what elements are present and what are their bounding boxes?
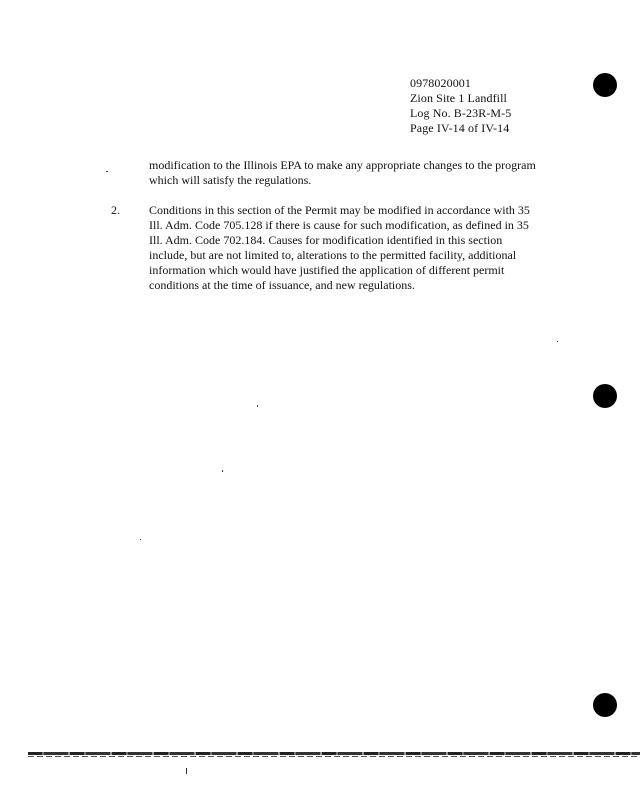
paragraph-line: Conditions in this section of the Permit may be modified in accordance with 35 <box>149 203 530 217</box>
paragraph-line: Ill. Adm. Code 702.184. Causes for modification identified in this section <box>149 233 503 247</box>
paragraph-line: which will satisfy the regulations. <box>149 173 312 187</box>
scan-speck <box>222 470 223 472</box>
document-number: 0978020001 <box>410 76 471 90</box>
paragraph-line: modification to the Illinois EPA to make any appropriate changes to the program <box>149 158 536 172</box>
scan-speck <box>140 539 141 540</box>
log-number: Log No. B-23R-M-5 <box>410 106 512 120</box>
item-number: 2. <box>111 203 120 217</box>
paragraph-line: include, but are not limited to, alterations to the permitted facility, additional <box>149 248 517 262</box>
paragraph-line: Ill. Adm. Code 705.128 if there is cause for such modification, as defined in 35 <box>149 218 529 232</box>
paragraph-line: information which would have justified the application of different permit <box>149 263 505 277</box>
site-name: Zion Site 1 Landfill <box>410 91 507 105</box>
item-2-paragraph <box>149 203 569 293</box>
page-number: Page IV-14 of IV-14 <box>410 121 510 135</box>
page-header <box>410 76 511 136</box>
continuation-paragraph <box>149 158 569 188</box>
scan-speck <box>257 405 258 407</box>
punch-hole-middle <box>593 384 617 408</box>
scan-tick-mark <box>186 768 187 774</box>
punch-hole-bottom <box>593 693 617 717</box>
scan-speck <box>557 341 558 342</box>
punch-hole-top <box>593 73 617 97</box>
scan-speck <box>106 171 108 172</box>
paragraph-line: conditions at the time of issuance, and new regulations. <box>149 278 415 292</box>
bottom-scan-edge-faint <box>28 756 640 757</box>
bottom-scan-edge <box>28 752 640 755</box>
